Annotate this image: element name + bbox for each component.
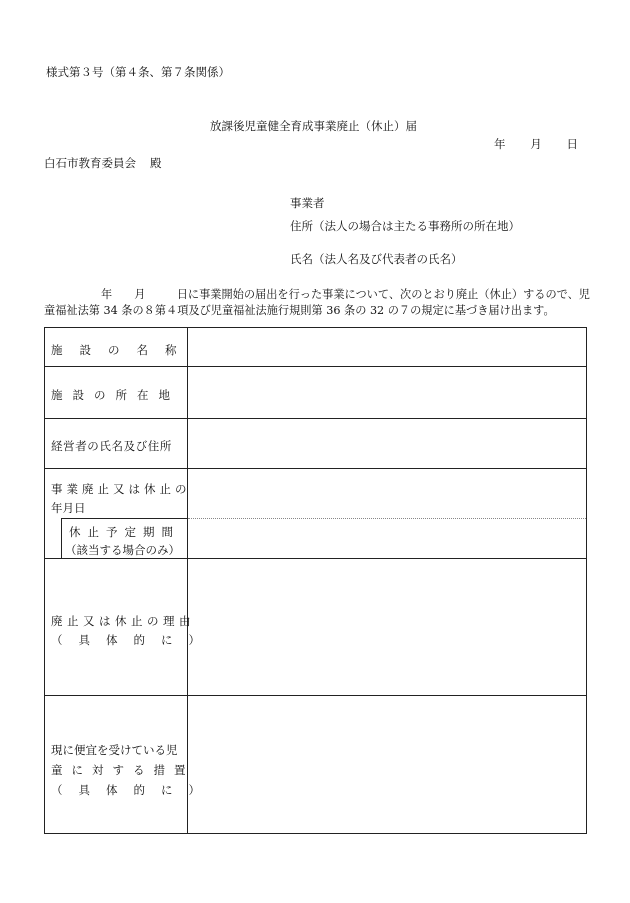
reason-label-line1: 廃止又は休止の理由 [51, 614, 195, 628]
applicant-name-label: 氏名（法人名及び代表者の氏名） [290, 252, 463, 266]
addressee [44, 158, 162, 170]
reason-label-line2: （具体的に） [51, 633, 216, 647]
closure-date-label-line2: 年月日 [51, 501, 86, 515]
statement-text [44, 287, 590, 319]
measures-label-line2: 童に対する措置 [51, 763, 195, 777]
measures-field[interactable] [188, 695, 586, 833]
submission-date [494, 139, 578, 151]
closure-date-field[interactable] [188, 468, 586, 518]
notification-table [44, 327, 587, 834]
form-number: 様式第３号（第４条、第７条関係） [46, 65, 230, 79]
measures-label-line3: （具体的に） [51, 783, 216, 797]
suspension-period-field[interactable] [188, 518, 586, 558]
measures-label-line1: 現に便宜を受けている児 [51, 743, 178, 757]
suspension-period-label-line1: 休止予定期間 [69, 525, 180, 539]
date-day-label: 日 [566, 137, 578, 151]
statement-line1: 日に事業開始の届出を行った事業について、次のとおり廃止（休止）するので、児 [176, 288, 590, 301]
statement-year: 年 [101, 288, 113, 301]
statement-line2: 童福祉法第 34 条の８第４項及び児童福祉法施行規則第 36 条の 32 の７の規定に基づき届け出ます。 [44, 304, 555, 317]
suspension-period-label-line2: （該当する場合のみ） [65, 543, 180, 557]
statement-month: 月 [134, 288, 146, 301]
document-title: 放課後児童健全育成事業廃止（休止）届 [210, 119, 417, 133]
addressee-honorific: 殿 [150, 156, 162, 170]
operator-field[interactable] [188, 418, 586, 468]
addressee-name: 白石市教育委員会 [44, 156, 136, 170]
facility-address-field[interactable] [188, 366, 586, 418]
closure-date-label-line1: 事業廃止又は休止の [51, 482, 191, 496]
date-month-label: 月 [530, 137, 542, 151]
applicant-address-label: 住所（法人の場合は主たる事務所の所在地） [290, 219, 520, 233]
date-year-label: 年 [494, 137, 506, 151]
applicant-label: 事業者 [290, 196, 325, 210]
reason-field[interactable] [188, 558, 586, 695]
operator-text: 経営者の氏名及び住所 [51, 439, 172, 453]
facility-address-text: 施設の所在地 [51, 388, 180, 402]
facility-name-text: 施設の名称 [51, 343, 194, 357]
facility-name-field[interactable] [188, 328, 586, 366]
applicant-block [290, 192, 520, 271]
